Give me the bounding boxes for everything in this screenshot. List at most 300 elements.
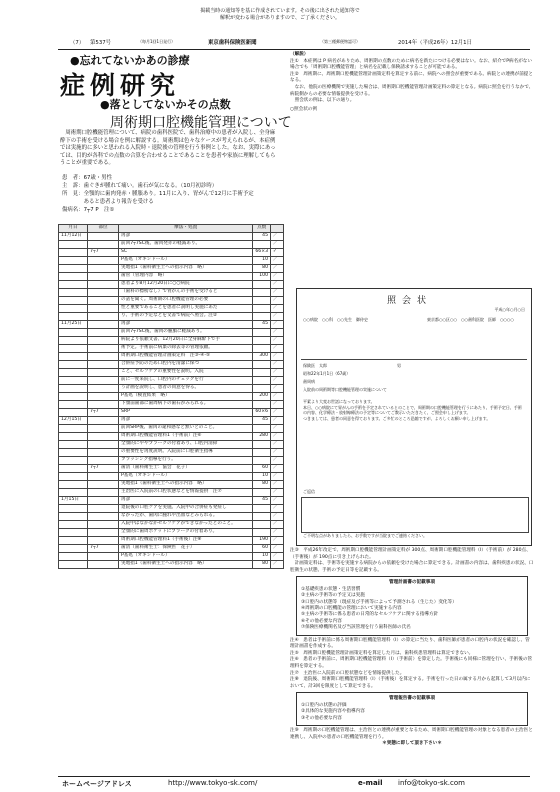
table-cell: ／ <box>271 337 284 345</box>
table-cell <box>88 513 119 521</box>
table-cell <box>253 449 271 457</box>
table-cell <box>59 441 88 449</box>
table-cell: ／ <box>271 345 284 353</box>
table-cell <box>253 401 271 409</box>
table-row <box>59 313 284 321</box>
table-cell <box>88 521 119 529</box>
table-cell <box>88 257 119 265</box>
table-row <box>59 265 284 273</box>
table-cell <box>59 505 88 513</box>
table-row <box>59 377 284 385</box>
table-cell <box>88 457 119 465</box>
table-cell <box>59 297 88 305</box>
table-cell: ／ <box>271 513 284 521</box>
table-cell <box>88 313 119 321</box>
table-cell <box>59 393 88 401</box>
table-cell <box>59 529 88 537</box>
table-cell: 60 <box>253 545 271 553</box>
table-cell <box>88 537 119 545</box>
table-cell: ／ <box>271 417 284 425</box>
table-cell <box>253 361 271 369</box>
table-cell <box>88 433 119 441</box>
table-cell: 退院後の口腔ケアを実施。入院中の合併症も発症し <box>119 505 253 513</box>
table-cell <box>59 329 88 337</box>
table-cell <box>59 513 88 521</box>
table-cell: ／ <box>271 385 284 393</box>
table-row <box>59 497 284 505</box>
table-cell: ／ <box>271 265 284 273</box>
table-cell <box>59 273 88 281</box>
table-row <box>59 273 284 281</box>
table-cell: 45 <box>253 233 271 241</box>
table-cell <box>253 313 271 321</box>
table-row <box>59 329 284 337</box>
table-cell: 再診 <box>119 497 253 505</box>
table-row <box>59 369 284 377</box>
table-cell: ／ <box>271 241 284 249</box>
table-cell: P基処（オキシドール） <box>119 257 253 265</box>
table-row <box>59 257 284 265</box>
table-cell <box>88 385 119 393</box>
table-row <box>59 441 284 449</box>
table-cell <box>88 393 119 401</box>
table-cell <box>59 313 88 321</box>
table-cell: 190 <box>253 537 271 545</box>
table-cell <box>59 249 88 257</box>
table-row <box>59 537 284 545</box>
table-row <box>59 281 284 289</box>
table-cell: 術予定。手術前に病巣の除去等の管理依頼。 <box>119 345 253 353</box>
email-label: e-mail <box>358 779 383 787</box>
table-cell: ／ <box>271 561 284 569</box>
table-cell: 11月12日 <box>59 233 88 241</box>
footer <box>58 776 530 789</box>
table-row <box>59 465 284 473</box>
table-row <box>59 249 284 257</box>
table-cell <box>88 441 119 449</box>
table-cell: 80 <box>253 265 271 273</box>
table-cell: ／ <box>271 361 284 369</box>
table-cell <box>88 233 119 241</box>
table-cell: の話を聞く。周術期の口腔機能管理の必要 <box>119 297 253 305</box>
table-cell: ／ <box>271 481 284 489</box>
note-5: 注⑤ 周術期口腔機能管理計画策定料を算定した月は、歯科疾患管理料は算定できない。 <box>290 650 474 656</box>
table-cell: 200 <box>253 393 271 401</box>
table-cell <box>253 425 271 433</box>
table-cell <box>59 433 88 441</box>
table-cell <box>253 345 271 353</box>
table-cell <box>253 329 271 337</box>
table-cell: 病院より依頼文書、12月20日に全身麻酔下で手 <box>119 337 253 345</box>
table-cell <box>88 449 119 457</box>
table-cell <box>253 457 271 465</box>
table-cell: 歯管（管理内容 略） <box>119 273 253 281</box>
table-cell: う計画を説明し、患者の同意を得る。 <box>119 385 253 393</box>
table-cell <box>253 489 271 497</box>
publish-frequency: （毎月1回1日発行） <box>138 39 176 44</box>
table-cell <box>59 561 88 569</box>
note-2-cont2: 照会状の例は、以下の通り。 <box>290 98 355 104</box>
table-cell: 45 <box>253 497 271 505</box>
table-row <box>59 505 284 513</box>
table-cell <box>88 321 119 329</box>
table-cell: 歯清（歯科衛生士：協会 花子） <box>119 465 253 473</box>
table-cell: 1月15日 <box>59 497 88 505</box>
table-cell: の重要性を再度説明。入院前に口腔衛生指導 <box>119 449 253 457</box>
table-row <box>59 385 284 393</box>
table-cell: ／ <box>271 441 284 449</box>
table-cell: ／ <box>271 553 284 561</box>
table-cell <box>88 425 119 433</box>
table-cell: ／ <box>271 329 284 337</box>
homepage-label: ホームページアドレス <box>62 780 132 788</box>
report-items-box: 管理報告書の記載事項 ①口腔内の状態の評価 ②具体的な実施内容や指導内容 ③その他必要な内容 <box>296 692 528 726</box>
form-sex: 男 <box>397 363 401 368</box>
table-cell: ／ <box>271 457 284 465</box>
table-cell: 45 <box>253 417 271 425</box>
patient-info: 患 者：67歳・男性 主 訴：歯ぐきが腫れて痛い。歯石が気になる。（10月初診時） 所 見：全顎的に歯肉発赤・腫脹あり。11月に入り、胃がんで12月に手術予定 あると患者より報告を受ける 傷病名：7┬7 P 注① <box>62 175 254 213</box>
page-number: （7） <box>70 40 85 46</box>
table-cell <box>88 305 119 313</box>
table-cell <box>253 337 271 345</box>
table-cell: 前に一度来院し、口腔内のチェックを行 <box>119 377 253 385</box>
table-row <box>59 545 284 553</box>
table-row <box>59 241 284 249</box>
table-cell: 全顎的にややプラークの付着あり、口腔内清掃 <box>119 441 253 449</box>
issue-date: 2014年（平成26年）12月1日 <box>398 40 472 46</box>
table-cell: なかったが、歯肉に腫れや出血などみられる。 <box>119 513 253 521</box>
table-cell <box>253 385 271 393</box>
plan-items-box: 管理計画書の記載事項 ①基礎疾患の状態・生活習慣 ②主病の手術等の予定又は実施 ③口腔内の状態等（現症及び手術等によって予測される（生じた）変化等） ④周術期の口腔機能の管理において実施する内容 ⑤主病の手術等に係る患者の日常的なセルフケアに関する指導方針 ⑥その他必要な内容 ⑦保険医療機関名及び当該管理を行う歯科医師の氏名 <box>296 576 528 635</box>
table-cell: P基処（オキシドール） <box>119 553 253 561</box>
table-row <box>59 481 284 489</box>
note-7: 注⑦ 主治医に入院前の口腔状態などを情報提供した。 <box>290 670 405 676</box>
table-cell: 10 <box>253 257 271 265</box>
table-cell <box>88 265 119 273</box>
table-cell <box>59 353 88 361</box>
form-reply-box <box>301 497 529 533</box>
table-cell <box>59 425 88 433</box>
table-cell: 12月15日 <box>59 417 88 425</box>
series-subtitle: ●落としてないかその点数 <box>100 98 231 111</box>
form-birth: 昭和22年1月1日（67歳） <box>303 371 351 376</box>
table-row <box>59 553 284 561</box>
table-row <box>59 353 284 361</box>
table-cell <box>253 441 271 449</box>
table-cell: ／ <box>271 425 284 433</box>
masthead <box>58 37 530 50</box>
table-row <box>59 305 284 313</box>
table-cell: ／ <box>271 449 284 457</box>
table-cell <box>59 345 88 353</box>
table-cell <box>88 297 119 305</box>
table-row <box>59 449 284 457</box>
table-cell: P基処（検査結果 略） <box>119 393 253 401</box>
table-cell: SRP <box>119 409 253 417</box>
table-cell: 再診 <box>119 233 253 241</box>
table-row <box>59 433 284 441</box>
table-cell: 280 <box>253 433 271 441</box>
table-row <box>59 457 284 465</box>
table-cell: ／ <box>271 473 284 481</box>
table-cell: ／ <box>271 369 284 377</box>
closing-note: ＊実態に即して頂き下さい＊ <box>382 741 442 747</box>
table-cell: ／ <box>271 409 284 417</box>
form-purpose: 入院前の周術期等口腔機能管理の実施について <box>303 387 387 392</box>
table-cell <box>59 305 88 313</box>
table-cell <box>59 473 88 481</box>
table-cell: 60 <box>253 465 271 473</box>
table-cell: 10 <box>253 553 271 561</box>
table-cell: ／ <box>271 521 284 529</box>
table-cell <box>88 361 119 369</box>
table-cell: ／ <box>271 401 284 409</box>
reprint-notice: 掲載当時の通知等を基に作成されています。その後に出された通知等で 解釈が変わる場合がありますので、ご了承ください。 <box>200 8 360 21</box>
table-cell: P基処（オキシドール） <box>119 473 253 481</box>
table-cell: 7┬7 <box>88 249 119 257</box>
form-label: ○照会状の例 <box>290 106 317 112</box>
table-cell: 歯清（歯科衛生士：保険医 花子） <box>119 545 253 553</box>
table-cell <box>253 521 271 529</box>
table-cell: ／ <box>271 465 284 473</box>
table-cell: SC <box>119 249 253 257</box>
table-row <box>59 401 284 409</box>
table-cell <box>88 241 119 249</box>
table-cell: 66×3 <box>253 249 271 257</box>
form-reply-note: ご不明な点がありましたら、お手数ですが当院までご連絡ください。 <box>303 533 427 538</box>
table-cell <box>88 529 119 537</box>
table-cell: ／ <box>271 273 284 281</box>
table-cell: ／ <box>271 497 284 505</box>
table-cell <box>88 337 119 345</box>
table-cell <box>59 337 88 345</box>
table-cell: 患者より8月12月20日に○○病院 <box>119 281 253 289</box>
table-cell: 7┬7 <box>88 465 119 473</box>
table-cell <box>59 257 88 265</box>
table-cell <box>88 273 119 281</box>
table-cell: ／ <box>271 529 284 537</box>
table-cell <box>253 377 271 385</box>
note-9: 注⑨ 周術期の口腔機能管理は、主治医との連携が重要となるため、周術期口腔機能管理の対象となる患者の主治医と連携し、入院中の患者の口腔機能管理を行う。 <box>290 728 533 740</box>
table-cell <box>59 545 88 553</box>
table-cell <box>253 297 271 305</box>
table-row <box>59 337 284 345</box>
form-disease: 歯周病 <box>303 379 315 384</box>
table-cell: 再診 <box>119 321 253 329</box>
table-cell <box>59 409 88 417</box>
table-cell: 300 <box>253 353 271 361</box>
table-cell: （歯科の標榜なし）で胃がんの手術を受けると <box>119 289 253 297</box>
table-cell <box>253 529 271 537</box>
table-cell: ／ <box>271 313 284 321</box>
table-cell <box>59 281 88 289</box>
table-cell: ／ <box>271 281 284 289</box>
table-row <box>59 561 284 569</box>
table-cell: ／ <box>271 289 284 297</box>
table-cell <box>253 305 271 313</box>
table-cell: 7┬7 <box>88 409 119 417</box>
table-cell: 実地指1（歯科衛生士への指示内容 略） <box>119 265 253 273</box>
table-header: 月日 部位 療法・処置 点数 <box>59 225 284 233</box>
table-cell <box>88 561 119 569</box>
table-cell: ブラッシング指導を行う。 <box>119 457 253 465</box>
table-cell: 80 <box>253 561 271 569</box>
table-row <box>59 529 284 537</box>
article-subject: 周術期口腔機能管理について <box>110 115 292 131</box>
table-cell <box>88 369 119 377</box>
table-cell: 45 <box>253 321 271 329</box>
table-row <box>59 409 284 417</box>
table-cell <box>59 481 88 489</box>
inquiry-form <box>296 288 532 546</box>
table-cell: 100 <box>253 273 271 281</box>
table-cell <box>59 369 88 377</box>
table-cell: ／ <box>271 297 284 305</box>
table-cell <box>59 241 88 249</box>
table-cell: ／ <box>271 321 284 329</box>
commentary-column <box>290 52 534 113</box>
table-cell <box>59 537 88 545</box>
table-cell <box>253 281 271 289</box>
table-cell <box>59 457 88 465</box>
table-cell <box>59 377 88 385</box>
table-cell <box>59 289 88 297</box>
table-cell: 周術期口腔機能管理料1（手術後）注⑧ <box>119 537 253 545</box>
table-row <box>59 489 284 497</box>
table-cell <box>88 281 119 289</box>
page-title: 症例研究 <box>60 71 181 100</box>
table-cell: 実地指1（歯科衛生士への指示内容 略） <box>119 561 253 569</box>
form-patient-name: 保険医 太郎 <box>303 363 327 368</box>
table-cell: 再診 <box>119 417 253 425</box>
table-cell: り、手術の予定などを文書で病院へ照会。注② <box>119 313 253 321</box>
table-cell: 合併症予防のため口腔内を清潔に保つ <box>119 361 253 369</box>
note-2-cont: なお、他院の医療機関で実施した場合は、周術期口腔機能管理計画策定料の算定となる。病院に照会を行うなかで、病院側からの必要な情報提供を受ける。 <box>290 84 534 97</box>
table-cell: 前回7┬7SC後、歯肉発赤の軽減あり。 <box>119 241 253 249</box>
table-row <box>59 425 284 433</box>
note-8: 注⑧ 退院後、周術期口腔機能管理料（Ⅰ）（手術後）を算定する。手術を行った日の属する月から起算して3月以内において、計3回を限度として算定できる。 <box>290 677 531 689</box>
homepage-link[interactable]: http://www.tokyo-sk.com/ <box>168 779 258 787</box>
table-cell <box>88 553 119 561</box>
table-cell: 周術期口腔機能管理計画策定料 注③-④-⑤ <box>119 353 253 361</box>
note-4: 注④ 患者は手術前に係る周術期口腔機能管理料（Ⅰ）の算定に当たり、歯科医師が患者の口腔内の状況を確認し、管理計画書を作成する。 <box>290 637 530 650</box>
table-row <box>59 321 284 329</box>
table-cell <box>88 353 119 361</box>
table-row <box>59 513 284 521</box>
note-3-cont: 計画策定料は、手術等を実施する病院からの依頼を受けた場合に算定できる。計画書の内容は、歯科疾患の状況、口腔衛生の状態、手術の予定日等を記載する。 <box>290 561 534 573</box>
table-cell <box>59 465 88 473</box>
table-cell: 主治医に入院前の口腔状態などを情報提供 注⑦ <box>119 489 253 497</box>
mail-permit: （第三種郵便物認可） <box>320 39 360 44</box>
table-cell <box>88 329 119 337</box>
table-row <box>59 361 284 369</box>
treatment-record-table <box>58 224 284 569</box>
table-cell <box>59 385 88 393</box>
commentary-heading: （解説） <box>290 52 309 57</box>
table-cell <box>88 505 119 513</box>
table-row <box>59 417 284 425</box>
note-3: 注③ 平成26年改定で、周術期口腔機能管理計画策定料が 300点、周術期口腔機能管理料（Ⅰ）（手術前）が 280点、（手術後）が 190点に引き上げられた。 <box>290 548 531 560</box>
table-cell: 性と重要であることを患者に説明し実施にあた <box>119 305 253 313</box>
table-cell <box>253 505 271 513</box>
table-cell: ／ <box>271 393 284 401</box>
table-row <box>59 233 284 241</box>
form-reply-label: ご返信 <box>303 489 315 494</box>
table-cell <box>253 289 271 297</box>
table-cell: ／ <box>271 489 284 497</box>
table-cell: ／ <box>271 433 284 441</box>
table-cell: 全顎的に歯周ポケットにプラークの付着あり。 <box>119 529 253 537</box>
table-cell <box>88 497 119 505</box>
commentary-column-lower <box>290 548 534 748</box>
table-row <box>59 289 284 297</box>
table-cell <box>59 361 88 369</box>
table-cell <box>88 289 119 297</box>
form-date: 平成○年○月○日 <box>494 307 525 312</box>
table-cell: 7┬7 <box>88 545 119 553</box>
table-cell: ／ <box>271 545 284 553</box>
table-cell <box>88 473 119 481</box>
table-cell: 下顎前歯部に歯周病下の歯石がみられる。 <box>119 401 253 409</box>
note-6: 注⑥ 患者の手術前に、周術期口腔機能管理料（Ⅰ）（手術前）を算定した。手術後にも同様に管理を行い、手術後の管理料を算定する。 <box>290 657 533 669</box>
table-cell <box>59 489 88 497</box>
table-cell <box>88 417 119 425</box>
table-cell <box>88 401 119 409</box>
table-cell: ／ <box>271 537 284 545</box>
table-cell: 前回SRP後、歯肉の違和感など無いとのこと。 <box>119 425 253 433</box>
note-2: 注② 周術期に、周術期口腔機能管理計画策定料を算定する前に、病院への照会が重要である。病院との連携が前提となる。 <box>290 71 533 84</box>
form-from: 東京都○○区○○ ○○歯科医院 医師 ○○○○ <box>427 317 514 322</box>
table-cell <box>59 521 88 529</box>
intro-text: 周術期口腔機能管理について、病院の歯科医院で、歯科治療中の患者が入院し、全身麻酔下の手術を受ける場合を例に解説する。周術期は色々なケースが考えられるが、本症例では実施的に多いと思われる入院時・退院後の管理を行う事例とした。なお、実際にあっては、目的が各科での点数の合算を合わせることであることを患者や家族に理解してもらうことが重要である。 <box>60 130 276 167</box>
table-cell <box>59 265 88 273</box>
table-cell: ／ <box>271 505 284 513</box>
table-cell <box>59 449 88 457</box>
table-cell <box>88 377 119 385</box>
table-cell <box>253 513 271 521</box>
note-1: 注① 本症例は P 病名がありため、周術期の点数のために病名を新たにつける必要はない。なお、紹介でP病名がない場合でも「周術期口腔機能管理」と病名を記載し保険請求することが可能である。 <box>290 58 532 71</box>
table-row <box>59 345 284 353</box>
issue-number: 第537号 <box>90 40 112 46</box>
table-row <box>59 393 284 401</box>
table-cell <box>88 481 119 489</box>
table-cell <box>253 369 271 377</box>
form-body: 平素より大変お世話になっております。 本日、○○病院にて胃がんの手術を予定されているとのことで、周術期の口腔機能管理を行うにあたり、手術予定日、手術の内容、化学療法・放射線療法の予定等についてご教示いただきたく、ご照会申し上げます。 つきましては、患者の同意を得ております。ご多忙のところ恐縮ですが、よろしくお願い申し上げます。 <box>303 399 522 421</box>
table-cell: 実地指1（歯科衛生士への指示内容 略） <box>119 481 253 489</box>
table-cell: ／ <box>271 233 284 241</box>
series-title: ●忘れてないかあの診療 <box>70 54 190 67</box>
table-row <box>59 521 284 529</box>
table-cell: こと、セルフケアの重要性を説明。入院 <box>119 369 253 377</box>
table-cell <box>59 553 88 561</box>
table-row <box>59 473 284 481</box>
paper-name: 東京歯科保険医新聞 <box>208 40 257 46</box>
table-cell <box>88 489 119 497</box>
table-cell: 80 <box>253 481 271 489</box>
table-cell: 60×6 <box>253 409 271 417</box>
table-cell: ／ <box>271 353 284 361</box>
email-link[interactable]: info@tokyo-sk.com <box>398 779 465 787</box>
table-cell <box>59 401 88 409</box>
table-cell: ／ <box>271 257 284 265</box>
table-cell: 周術期口腔機能管理料1（手術前）注⑥ <box>119 433 253 441</box>
table-cell: 前回7┬7SC後、歯肉の腫脹に軽減あり。 <box>119 329 253 337</box>
form-title: 照会状 <box>387 296 433 306</box>
table-cell: ／ <box>271 377 284 385</box>
table-cell: 11月25日 <box>59 321 88 329</box>
table-cell: ／ <box>271 305 284 313</box>
table-cell: ✓ <box>271 249 284 257</box>
